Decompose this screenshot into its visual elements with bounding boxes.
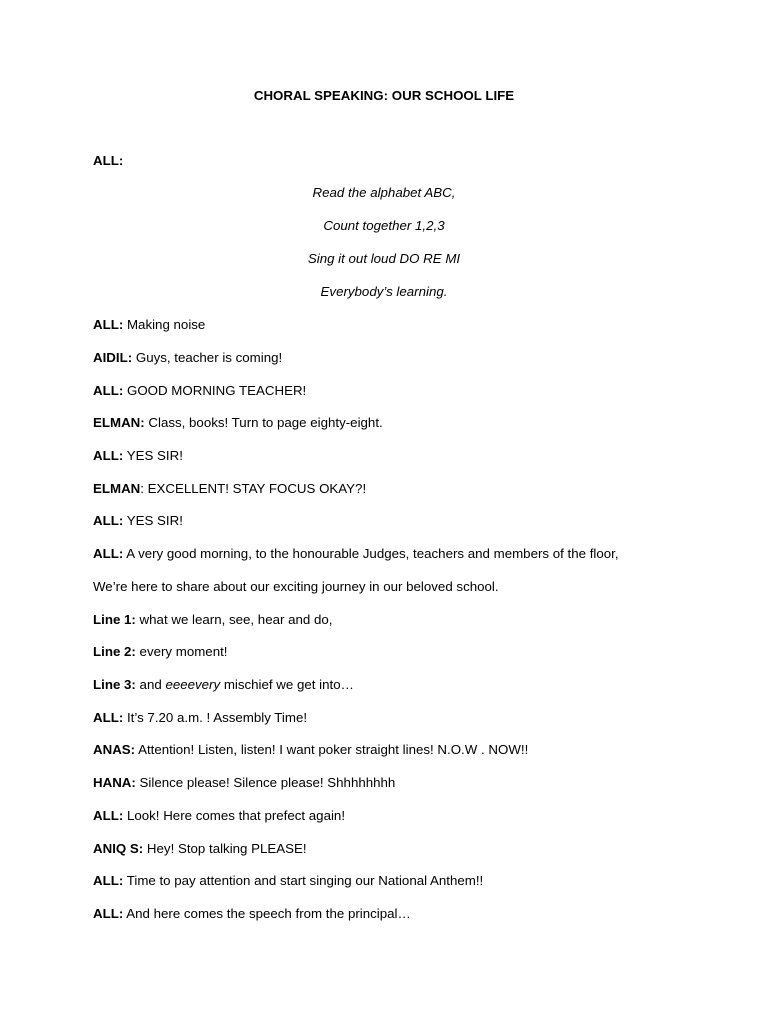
verse-line-2: Count together 1,2,3 xyxy=(323,218,445,233)
line-text: Attention! Listen, listen! I want poker straight lines! N.O.W . NOW!! xyxy=(135,742,529,757)
speaker-label: ALL: xyxy=(93,513,124,528)
script-line xyxy=(93,579,499,595)
speaker-label: ANAS: xyxy=(93,742,136,757)
script-line xyxy=(93,906,411,922)
line-text: Class, books! Turn to page eighty-eight. xyxy=(144,415,383,430)
script-line xyxy=(93,677,354,693)
script-line xyxy=(93,383,306,399)
line-text-italic: eeeevery xyxy=(165,677,221,692)
line-text: GOOD MORNING TEACHER! xyxy=(123,383,307,398)
script-line xyxy=(93,841,307,857)
verse-line-4: Everybody’s learning. xyxy=(320,284,448,299)
speaker-label: HANA: xyxy=(93,775,136,790)
speaker-label: ALL: xyxy=(93,448,124,463)
speaker-label: Line 3: xyxy=(93,677,136,692)
script-line xyxy=(93,612,332,628)
line-text: Hey! Stop talking PLEASE! xyxy=(143,841,307,856)
script-line xyxy=(93,873,483,889)
line-text: YES SIR! xyxy=(123,513,183,528)
line-text: A very good morning, to the honourable Judges, teachers and members of the floor, xyxy=(123,546,619,561)
line-text: YES SIR! xyxy=(123,448,183,463)
line-text: : EXCELLENT! STAY FOCUS OKAY?! xyxy=(140,481,367,496)
script-line xyxy=(93,481,366,497)
speaker-label: ALL: xyxy=(93,906,124,921)
script-line xyxy=(93,546,619,562)
script-line xyxy=(93,808,345,824)
speaker-label: ANIQ S: xyxy=(93,841,144,856)
speaker-label: ALL: xyxy=(93,710,124,725)
speaker-label: Line 1: xyxy=(93,612,136,627)
speaker-label: AIDIL: xyxy=(93,350,133,365)
script-line xyxy=(93,448,183,464)
script-line xyxy=(93,513,183,529)
script-line xyxy=(93,775,395,791)
line-text: We’re here to share about our exciting journey in our beloved school. xyxy=(93,579,499,594)
line-text: And here comes the speech from the principal… xyxy=(123,906,411,921)
script-line xyxy=(93,317,205,333)
speaker-label: Line 2: xyxy=(93,644,136,659)
intro-speaker: ALL: xyxy=(93,153,124,168)
line-text: mischief we get into… xyxy=(220,677,354,692)
line-text: Time to pay attention and start singing our National Anthem!! xyxy=(123,873,484,888)
speaker-label: ALL: xyxy=(93,317,124,332)
verse-line-3: Sing it out loud DO RE MI xyxy=(307,251,461,266)
line-text: every moment! xyxy=(135,644,228,659)
speaker-label: ALL: xyxy=(93,383,124,398)
speaker-label: ALL: xyxy=(93,546,124,561)
speaker-label: ELMAN: xyxy=(93,415,145,430)
script-line xyxy=(93,415,383,431)
script-line xyxy=(93,710,307,726)
document-title: CHORAL SPEAKING: OUR SCHOOL LIFE xyxy=(253,88,515,103)
speaker-label: ELMAN xyxy=(93,481,141,496)
line-text: It’s 7.20 a.m. ! Assembly Time! xyxy=(123,710,308,725)
script-line xyxy=(93,350,282,366)
verse-line-1: Read the alphabet ABC, xyxy=(312,185,456,200)
speaker-label: ALL: xyxy=(93,808,124,823)
line-text: what we learn, see, hear and do, xyxy=(135,612,333,627)
line-text: Silence please! Silence please! Shhhhhhhh xyxy=(135,775,396,790)
script-line xyxy=(93,644,228,660)
line-text: Guys, teacher is coming! xyxy=(132,350,283,365)
line-text: and xyxy=(135,677,166,692)
script-line xyxy=(93,742,528,758)
line-text: Look! Here comes that prefect again! xyxy=(123,808,346,823)
speaker-label: ALL: xyxy=(93,873,124,888)
line-text: Making noise xyxy=(123,317,206,332)
